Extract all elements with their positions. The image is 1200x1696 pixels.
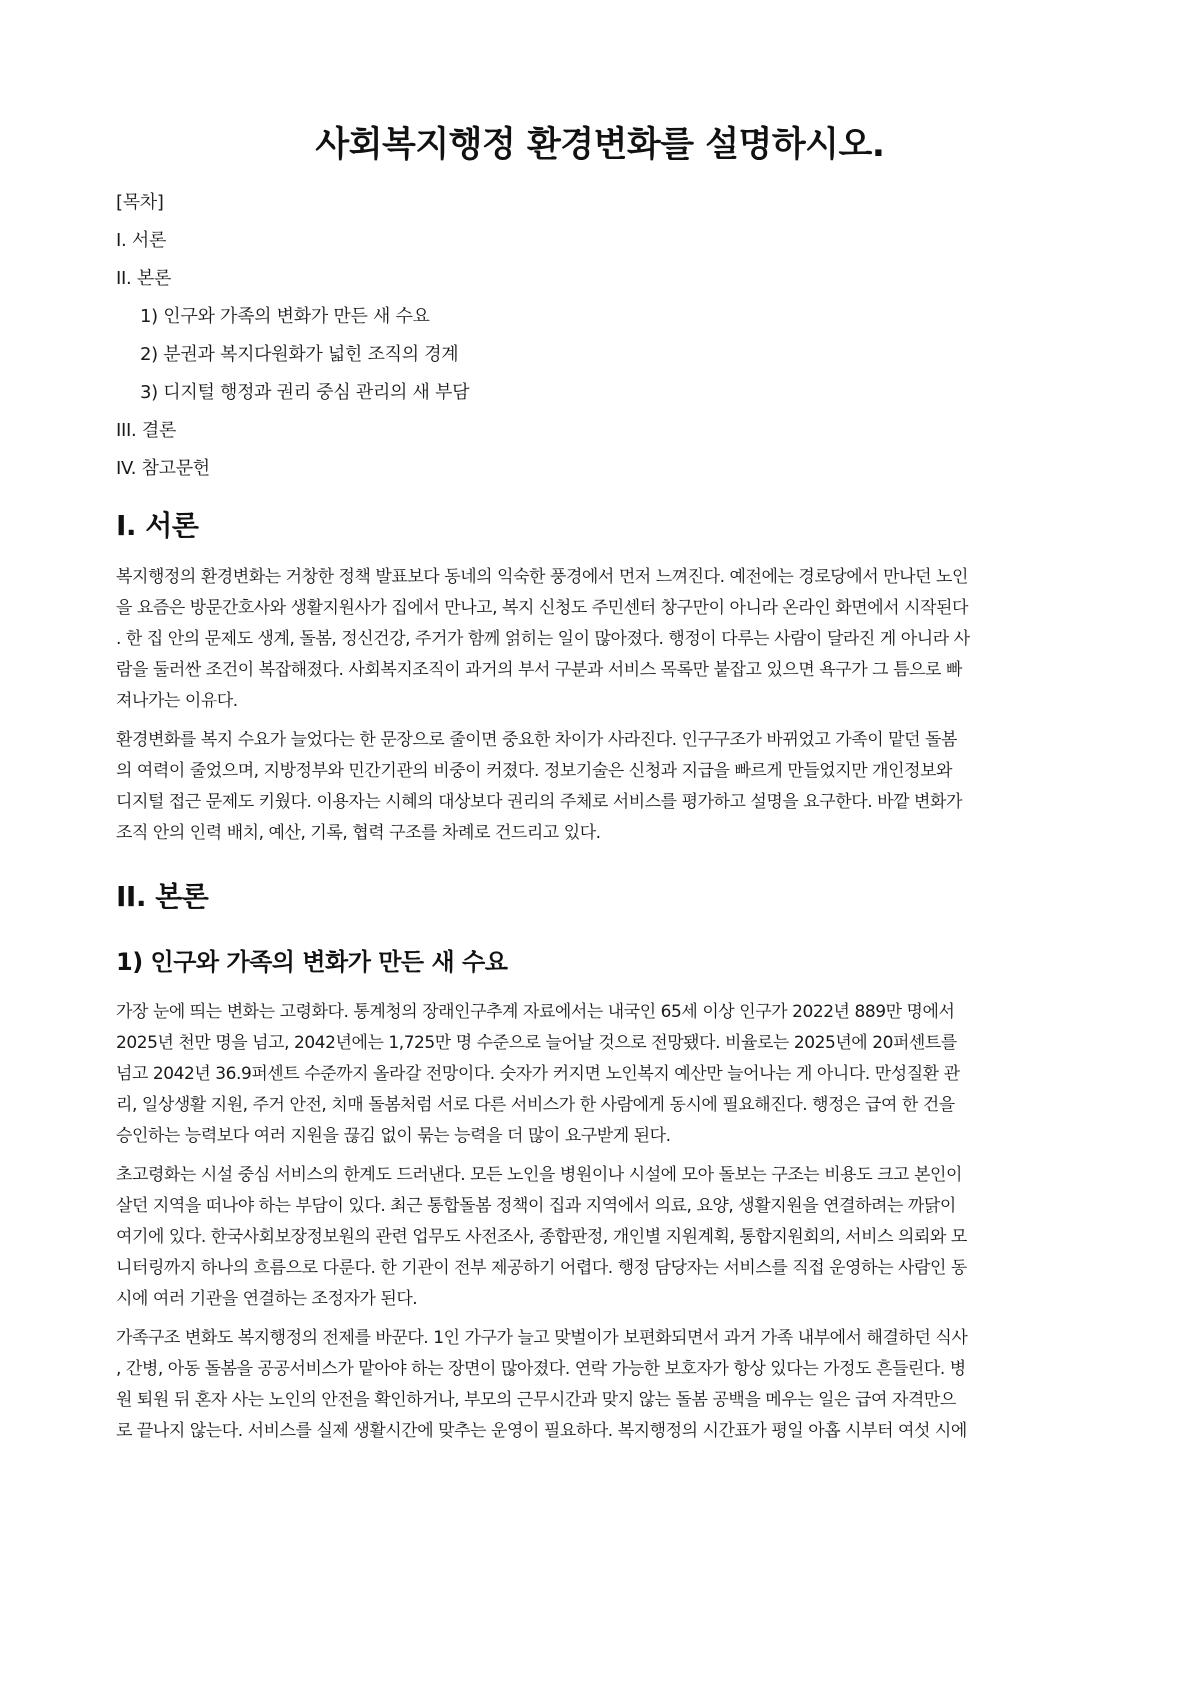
text-line: 가족구조 변화도 복지행정의 전제를 바꾼다. 1인 가구가 늘고 맞벌이가 보편화되면서 과거 가족 내부에서 해결하던 식사 [116,1328,968,1348]
text-line: , 간병, 아동 돌봄을 공공서비스가 맡아야 하는 장면이 많아졌다. 연락 가능한 보호자가 항상 있다는 가정도 흔들린다. 병 [116,1359,966,1379]
text-line: 을 요즘은 방문간호사와 생활지원사가 집에서 만나고, 복지 신청도 주민센터 창구만이 아니라 온라인 화면에서 시작된다 [116,598,968,618]
toc-item-subsection-3: 3) 디지털 행정과 권리 중심 관리의 새 부담 [140,382,470,403]
text-line: 시에 여러 기관을 연결하는 조정자가 된다. [116,1289,418,1309]
table-of-contents [116,192,1084,480]
text-line: 람을 둘러싼 조건이 복잡해졌다. 사회복지조직이 과거의 부서 구분과 서비스 목록만 붙잡고 있으면 욕구가 그 틈으로 빠 [116,660,962,680]
text-line: 가장 눈에 띄는 변화는 고령화다. 통계청의 장래인구추계 자료에서는 내국인 65세 이상 인구가 2022년 889만 명에서 [116,1002,955,1022]
text-line: 승인하는 능력보다 여러 지원을 끊김 없이 묶는 능력을 더 많이 요구받게 된다. [116,1126,671,1146]
text-line: 디지털 접근 문제도 키웠다. 이용자는 시혜의 대상보다 권리의 주체로 서비스를 평가하고 설명을 요구한다. 바깥 변화가 [116,792,962,812]
section-heading-body: II. 본론 [116,880,209,913]
body-paragraph [116,997,1084,1152]
document-title: 사회복지행정 환경변화를 설명하시오. [315,125,885,165]
text-line: 복지행정의 환경변화는 거창한 정책 발표보다 동네의 익숙한 풍경에서 먼저 느껴진다. 예전에는 경로당에서 만나던 노인 [116,567,968,587]
text-line: 져나가는 이유다. [116,691,238,711]
toc-label: [목차] [116,192,164,213]
text-line: 2025년 천만 명을 넘고, 2042년에는 1,725만 명 수준으로 늘어날 것으로 전망됐다. 비율로는 2025년에 20퍼센트를 [116,1033,957,1053]
text-line: 의 여력이 줄었으며, 지방정부와 민간기관의 비중이 커졌다. 정보기술은 신청과 지급을 빠르게 만들었지만 개인정보와 [116,761,953,781]
text-line: 초고령화는 시설 중심 서비스의 한계도 드러낸다. 모든 노인을 병원이나 시설에 모아 돌보는 구조는 비용도 크고 본인이 [116,1165,962,1185]
text-line: 넘고 2042년 36.9퍼센트 수준까지 올라갈 전망이다. 숫자가 커지면 노인복지 예산만 늘어나는 게 아니다. 만성질환 관 [116,1064,960,1084]
text-line: . 한 집 안의 문제도 생계, 돌봄, 정신건강, 주거가 함께 얽히는 일이 많아졌다. 행정이 다루는 사람이 달라진 게 아니라 사 [116,629,970,649]
body-paragraph [116,1160,1084,1315]
text-line: 여기에 있다. 한국사회보장정보원의 관련 업무도 사전조사, 종합판정, 개인별 지원계획, 통합지원회의, 서비스 의뢰와 모 [116,1227,967,1247]
text-line: 니터링까지 하나의 흐름으로 다룬다. 한 기관이 전부 제공하기 어렵다. 행정 담당자는 서비스를 직접 운영하는 사람인 동 [116,1258,967,1278]
subsection-heading-1: 1) 인구와 가족의 변화가 만든 새 수요 [116,948,508,976]
toc-item-references: IV. 참고문헌 [116,458,210,479]
toc-item-subsection-1: 1) 인구와 가족의 변화가 만든 새 수요 [140,306,430,327]
text-line: 리, 일상생활 지원, 주거 안전, 치매 돌봄처럼 서로 다른 서비스가 한 사람에게 동시에 필요해진다. 행정은 급여 한 건을 [116,1095,955,1115]
intro-paragraph [116,725,1084,849]
toc-item-conclusion: III. 결론 [116,420,177,441]
section-heading-introduction: I. 서론 [116,509,199,542]
toc-item-introduction: I. 서론 [116,230,167,251]
intro-paragraph [116,562,1084,717]
toc-item-body: II. 본론 [116,268,172,289]
text-line: 조직 안의 인력 배치, 예산, 기록, 협력 구조를 차례로 건드리고 있다. [116,823,601,843]
body-paragraph [116,1323,1084,1447]
text-line: 살던 지역을 떠나야 하는 부담이 있다. 최근 통합돌봄 정책이 집과 지역에서 의료, 요양, 생활지원을 연결하려는 까닭이 [116,1196,956,1216]
text-line: 환경변화를 복지 수요가 늘었다는 한 문장으로 줄이면 중요한 차이가 사라진다. 인구구조가 바뀌었고 가족이 맡던 돌봄 [116,730,957,750]
text-line: 원 퇴원 뒤 혼자 사는 노인의 안전을 확인하거나, 부모의 근무시간과 맞지 않는 돌봄 공백을 메우는 일은 급여 자격만으 [116,1390,956,1410]
text-line: 로 끝나지 않는다. 서비스를 실제 생활시간에 맞추는 운영이 필요하다. 복지행정의 시간표가 평일 아홉 시부터 여섯 시에 [116,1421,967,1441]
toc-item-subsection-2: 2) 분권과 복지다원화가 넓힌 조직의 경계 [140,344,459,365]
